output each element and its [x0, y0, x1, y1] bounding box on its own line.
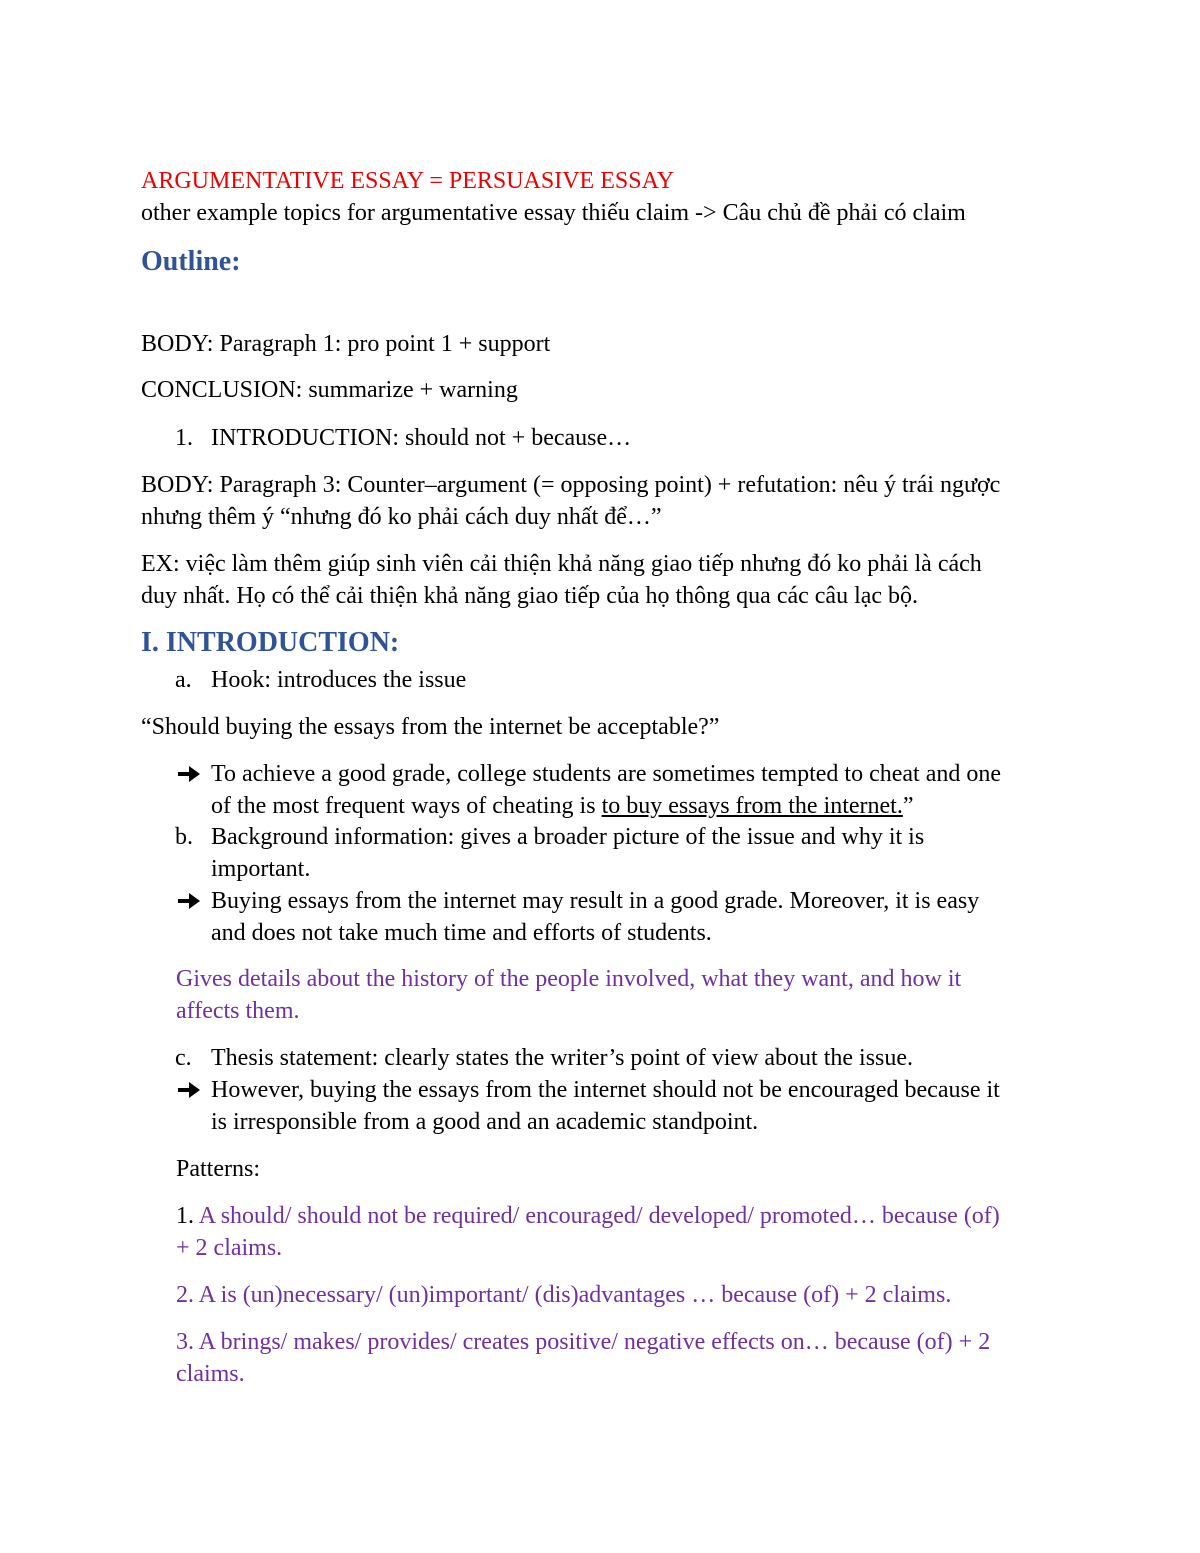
arrow-right-icon: [176, 885, 202, 917]
list-number-1: 1.: [175, 425, 193, 451]
outline-conclusion: CONCLUSION: summarize + warning: [141, 377, 518, 403]
hook-item: Hook: introduces the issue: [211, 667, 467, 693]
outline-heading: Outline:: [141, 246, 241, 277]
closing-quote: ”: [902, 793, 914, 819]
pattern-1-number: 1.: [176, 1203, 199, 1229]
hook-example-line1: To achieve a good grade, college students are sometimes tempted to cheat and one: [211, 761, 1002, 787]
document-title: ARGUMENTATIVE ESSAY = PERSUASIVE ESSAY: [141, 168, 675, 194]
pattern-1-line1: [176, 1200, 1000, 1232]
hook-example-text: of the most frequent ways of cheating is: [211, 793, 602, 819]
list-letter-c: c.: [175, 1045, 192, 1071]
hook-example-line2: [211, 790, 913, 822]
outline-body-paragraph-3-line1: BODY: Paragraph 3: Counter–argument (= opposing point) + refutation: nêu ý trái ngược: [141, 472, 1001, 498]
background-line2: important.: [211, 856, 311, 882]
arrow-right-icon: [176, 1074, 202, 1106]
outline-body-paragraph-3-line2: nhưng thêm ý “nhưng đó ko phải cách duy nhất để…”: [141, 504, 662, 530]
pattern-2: 2. A is (un)necessary/ (un)important/ (dis)advantages … because (of) + 2 claims.: [176, 1282, 952, 1308]
arrow-right-icon: [176, 758, 202, 790]
thesis-example-line1: However, buying the essays from the internet should not be encouraged because it: [211, 1077, 1000, 1103]
thesis-example-line2: is irresponsible from a good and an academic standpoint.: [211, 1109, 759, 1135]
pattern-1-text: A should/ should not be required/ encouraged/ developed/ promoted… because (of): [198, 1203, 1000, 1229]
list-letter-a: a.: [175, 667, 192, 693]
list-letter-b: b.: [175, 824, 193, 850]
details-note-line1: Gives details about the history of the people involved, what they want, and how it: [176, 966, 962, 992]
subtitle: other example topics for argumentative essay thiếu claim -> Câu chủ đề phải có claim: [141, 200, 966, 226]
pattern-1-line2: + 2 claims.: [176, 1235, 283, 1261]
pattern-3-line2: claims.: [176, 1361, 245, 1387]
outline-introduction: INTRODUCTION: should not + because…: [211, 425, 632, 451]
pattern-3-line1: 3. A brings/ makes/ provides/ creates positive/ negative effects on… because (of) + 2: [176, 1329, 991, 1355]
background-example-line1: Buying essays from the internet may result in a good grade. Moreover, it is easy: [211, 888, 980, 914]
underlined-phrase: to buy essays from the internet.: [601, 793, 903, 819]
background-line1: Background information: gives a broader picture of the issue and why it is: [211, 824, 925, 850]
hook-question: “Should buying the essays from the internet be acceptable?”: [141, 714, 720, 740]
background-example-line2: and does not take much time and efforts of students.: [211, 920, 712, 946]
patterns-label: Patterns:: [176, 1156, 260, 1182]
details-note-line2: affects them.: [176, 998, 300, 1024]
thesis-item: Thesis statement: clearly states the writer’s point of view about the issue.: [211, 1045, 914, 1071]
example-line1: EX: việc làm thêm giúp sinh viên cải thiện khả năng giao tiếp nhưng đó ko phải là cách: [141, 551, 982, 577]
example-line2: duy nhất. Họ có thể cải thiện khả năng giao tiếp của họ thông qua các câu lạc bộ.: [141, 583, 919, 609]
outline-body-paragraph-1: BODY: Paragraph 1: pro point 1 + support: [141, 331, 551, 357]
introduction-heading: I. INTRODUCTION:: [141, 627, 400, 658]
